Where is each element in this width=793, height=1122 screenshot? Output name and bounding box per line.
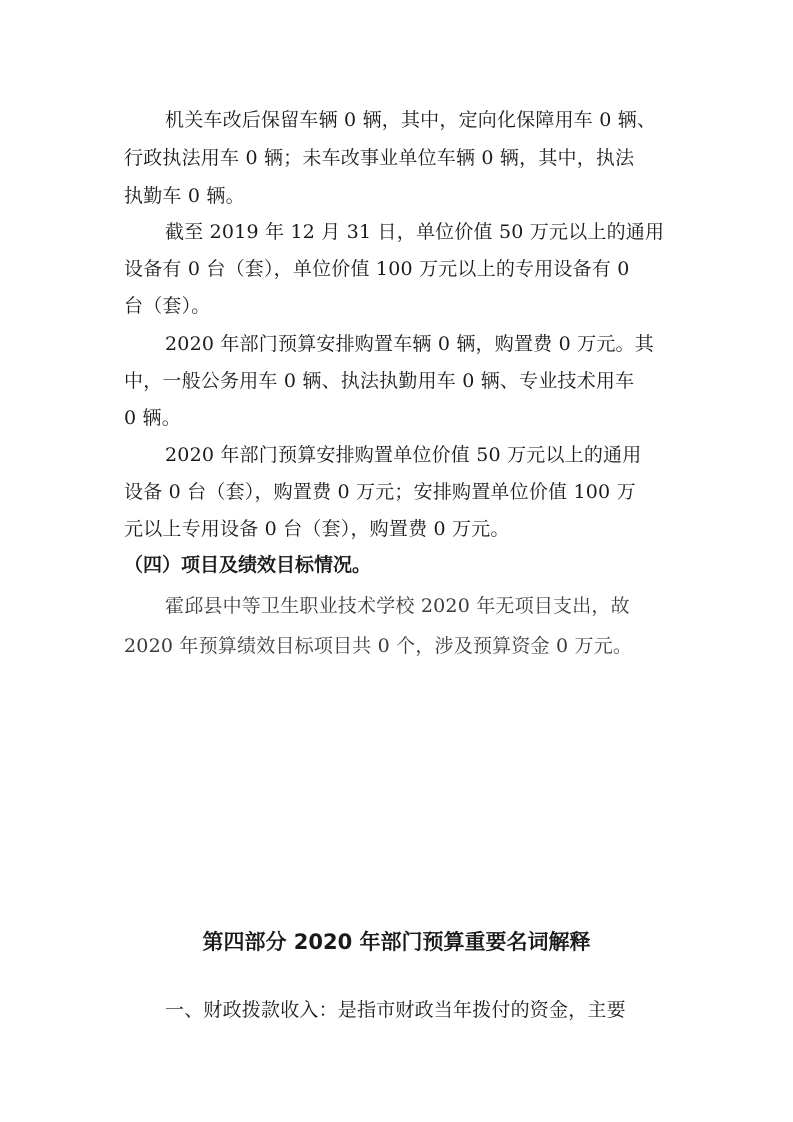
- equipment-line-1: 截至 2019 年 12 月 31 日，单位价值 50 万元以上的通用: [165, 221, 665, 243]
- projects-line-2: 2020 年预算绩效目标项目共 0 个，涉及预算资金 0 万元。: [124, 635, 633, 657]
- purchase-equipment-line-3: 元以上专用设备 0 台（套），购置费 0 万元。: [124, 518, 510, 540]
- purchase-vehicles-line-1: 2020 年部门预算安排购置车辆 0 辆，购置费 0 万元。其: [165, 333, 654, 355]
- equipment-line-2: 设备有 0 台（套），单位价值 100 万元以上的专用设备有 0: [124, 258, 630, 280]
- vehicles-line-3: 执勤车 0 辆。: [124, 185, 245, 207]
- purchase-equipment-line-2: 设备 0 台（套），购置费 0 万元；安排购置单位价值 100 万: [124, 481, 636, 503]
- purchase-vehicles-line-2: 中，一般公务用车 0 辆、执法执勤用车 0 辆、专业技术用车: [124, 370, 635, 392]
- purchase-vehicles-line-3: 0 辆。: [124, 407, 181, 429]
- fiscal-income-line-1: 一、财政拨款收入：是指市财政当年拨付的资金，主要: [165, 999, 626, 1021]
- vehicles-line-1: 机关车改后保留车辆 0 辆，其中，定向化保障用车 0 辆、: [165, 109, 657, 131]
- section-heading-projects: （四）项目及绩效目标情况。: [124, 554, 372, 576]
- vehicles-line-2: 行政执法用车 0 辆；未车改事业单位车辆 0 辆，其中，执法: [124, 147, 635, 169]
- projects-line-1: 霍邱县中等卫生职业技术学校 2020 年无项目支出，故: [165, 595, 630, 617]
- part-four-title: 第四部分 2020 年部门预算重要名词解释: [202, 930, 591, 954]
- purchase-equipment-line-1: 2020 年部门预算安排购置单位价值 50 万元以上的通用: [165, 444, 642, 466]
- equipment-line-3: 台（套）。: [124, 295, 211, 317]
